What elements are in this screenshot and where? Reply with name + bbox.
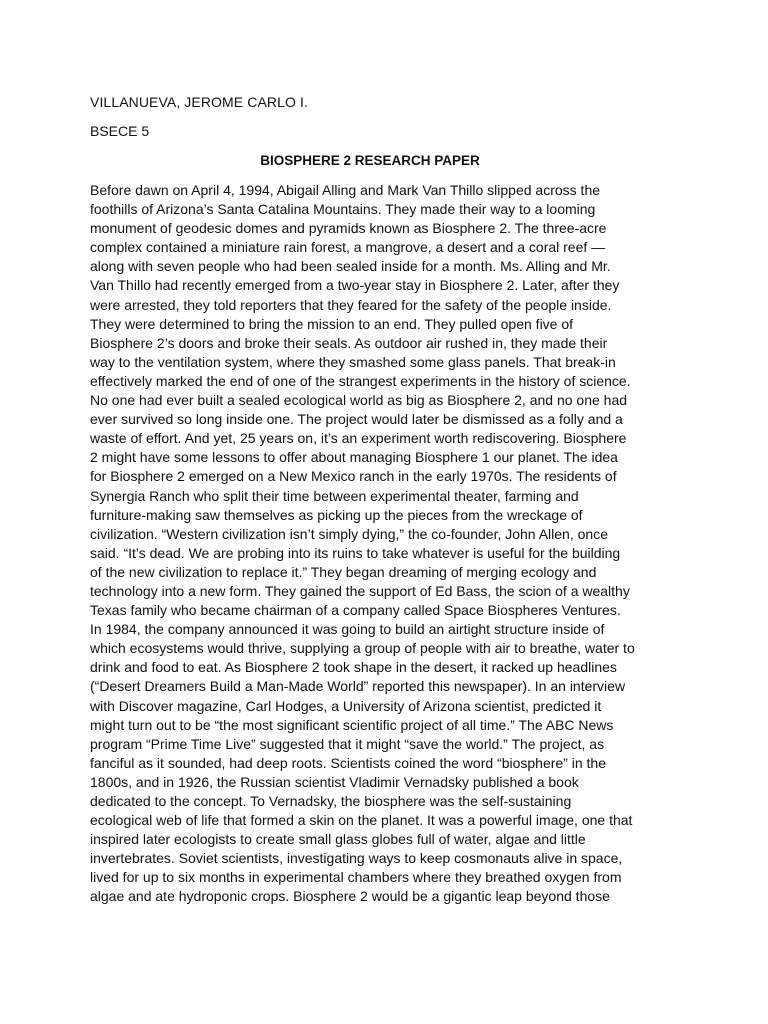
document-page xyxy=(90,0,690,1024)
body-line: Before dawn on April 4, 1994, Abigail Alling and Mark Van Thillo slipped across the xyxy=(90,182,601,198)
body-line: which ecosystems would thrive, supplying a group of people with air to breathe, water to xyxy=(90,640,635,657)
body-line: (“Desert Dreamers Build a Man-Made World” reported this newspaper). In an interview xyxy=(90,678,626,695)
body-line: along with seven people who had been sealed inside for a month. Ms. Alling and Mr. xyxy=(90,258,611,275)
body-line: technology into a new form. They gained the support of Ed Bass, the scion of a wealthy xyxy=(90,582,630,599)
body-line: monument of geodesic domes and pyramids known as Biosphere 2. The three-acre xyxy=(90,220,607,237)
body-line: of the new civilization to replace it.” They began dreaming of merging ecology and xyxy=(90,563,597,580)
body-line: drink and food to eat. As Biosphere 2 took shape in the desert, it racked up headlines xyxy=(90,659,617,676)
body-line: with Discover magazine, Carl Hodges, a University of Arizona scientist, predicted it xyxy=(90,697,602,714)
body-line: Van Thillo had recently emerged from a two-year stay in Biosphere 2. Later, after they xyxy=(90,277,620,294)
body-line: Synergia Ranch who split their time between experimental theater, farming and xyxy=(90,487,579,504)
body-line: foothills of Arizona’s Santa Catalina Mountains. They made their way to a looming xyxy=(90,201,596,218)
body-line: 2 might have some lessons to offer about managing Biosphere 1 our planet. The idea xyxy=(90,449,618,466)
body-line: waste of effort. And yet, 25 years on, it’s an experiment worth rediscovering. Biosphere xyxy=(90,430,627,447)
body-line: No one had ever built a sealed ecological world as big as Biosphere 2, and no one had xyxy=(90,392,628,409)
body-line: dedicated to the concept. To Vernadsky, the biosphere was the self-sustaining xyxy=(90,793,572,809)
body-line: lived for up to six months in experimental chambers where they breathed oxygen from xyxy=(90,869,622,886)
body-line: civilization. “Western civilization isn’t simply dying,” the co-founder, John Allen, once xyxy=(90,525,608,542)
body-line: complex contained a miniature rain forest, a mangrove, a desert and a coral reef — xyxy=(90,239,606,256)
body-paragraph xyxy=(90,181,690,907)
body-line: program “Prime Time Live” suggested that it might “save the world.” The project, as xyxy=(90,735,605,752)
author-name: VILLANUEVA, JEROME CARLO I. xyxy=(90,94,308,110)
body-line: furniture-making saw themselves as picking up the pieces from the wreckage of xyxy=(90,506,583,523)
body-line: said. “It’s dead. We are probing into its ruins to take whatever is useful for the building xyxy=(90,544,621,561)
body-line: algae and ate hydroponic crops. Biosphere 2 would be a gigantic leap beyond those xyxy=(90,888,610,905)
paper-title: BIOSPHERE 2 RESEARCH PAPER xyxy=(260,153,480,168)
body-line: Texas family who became chairman of a company called Space Biospheres Ventures. xyxy=(90,602,621,619)
body-line: Biosphere 2’s doors and broke their seals. As outdoor air rushed in, they made their xyxy=(90,334,608,351)
body-line: way to the ventilation system, where they smashed some glass panels. That break-in xyxy=(90,353,616,370)
course-label: BSECE 5 xyxy=(90,123,150,139)
body-line: ecological web of life that formed a skin on the planet. It was a powerful image, one that xyxy=(90,812,633,829)
body-line: In 1984, the company announced it was going to build an airtight structure inside of xyxy=(90,621,605,638)
body-line: for Biosphere 2 emerged on a New Mexico ranch in the early 1970s. The residents of xyxy=(90,468,617,485)
body-line: effectively marked the end of one of the strangest experiments in the history of science. xyxy=(90,372,631,389)
body-line: fanciful as it sounded, had deep roots. Scientists coined the word “biosphere” in the xyxy=(90,754,606,771)
body-line: ever survived so long inside one. The project would later be dismissed as a folly and a xyxy=(90,411,623,428)
body-line: invertebrates. Soviet scientists, investigating ways to keep cosmonauts alive in space, xyxy=(90,850,623,867)
body-line: might turn out to be “the most significant scientific project of all time.” The ABC News xyxy=(90,716,614,733)
body-line: inspired later ecologists to create small glass globes full of water, algae and little xyxy=(90,831,586,848)
body-line: They were determined to bring the mission to an end. They pulled open five of xyxy=(90,315,574,332)
body-line: 1800s, and in 1926, the Russian scientist Vladimir Vernadsky published a book xyxy=(90,773,579,790)
body-line: were arrested, they told reporters that they feared for the safety of the people inside. xyxy=(90,296,612,313)
